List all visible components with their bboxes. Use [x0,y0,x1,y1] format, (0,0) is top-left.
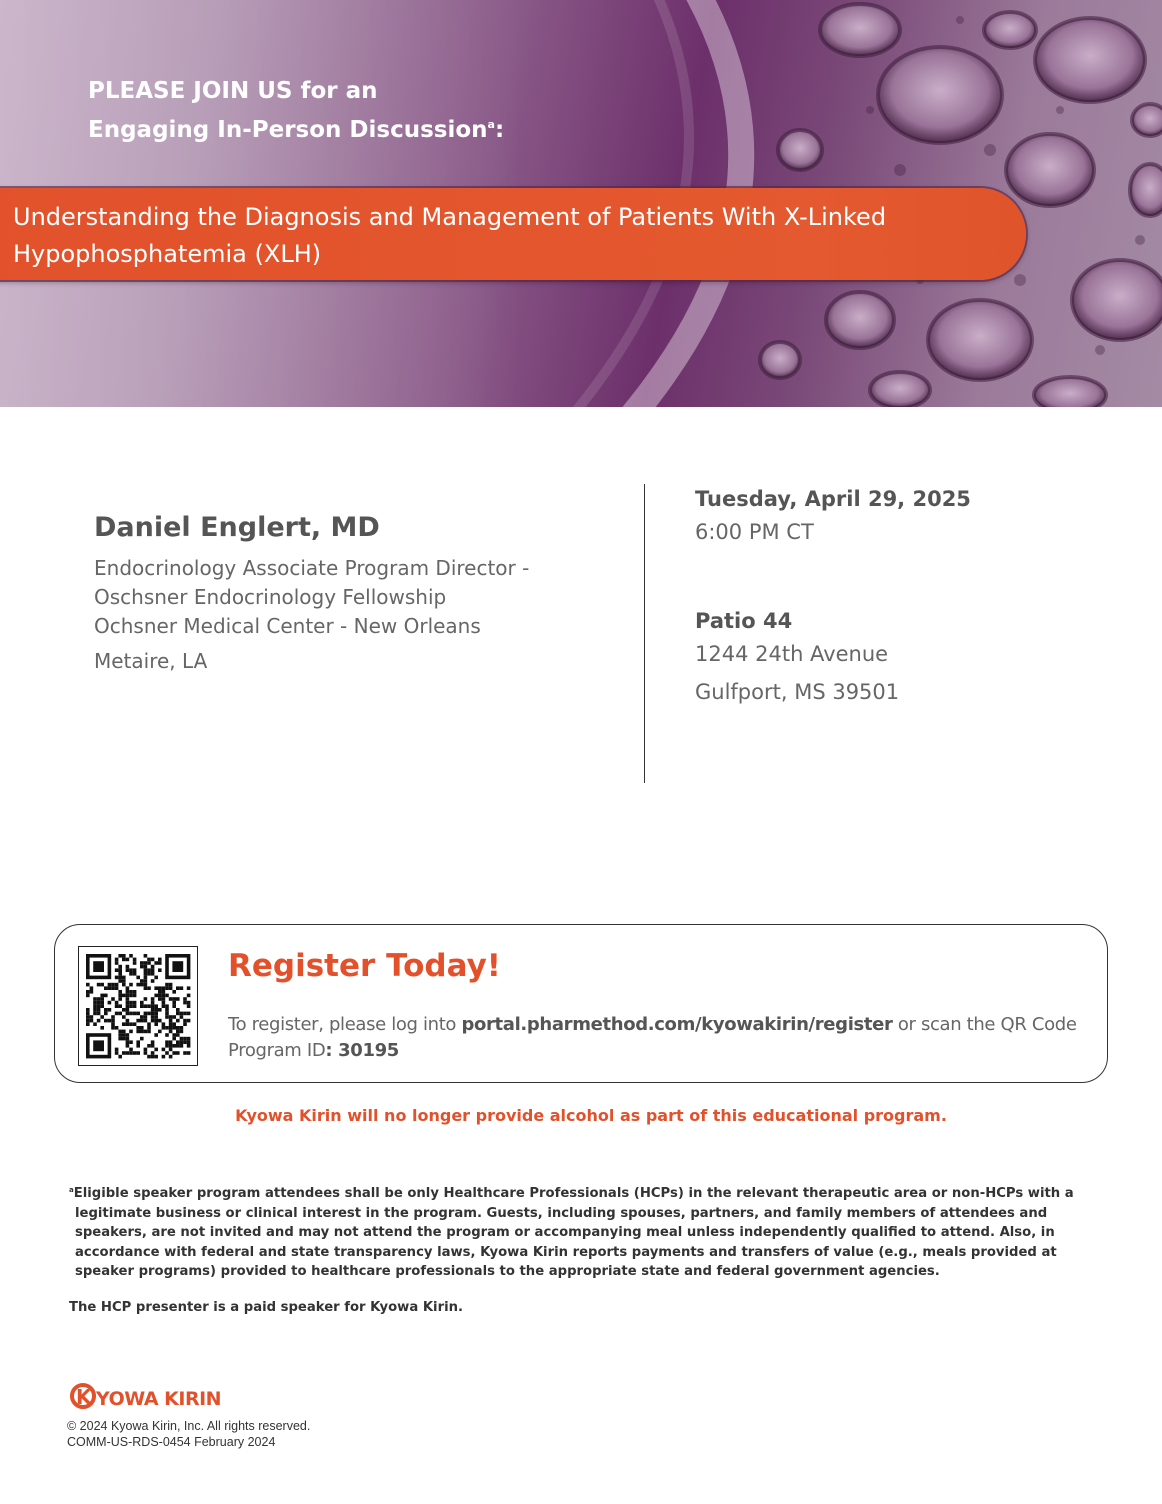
speaker-info [94,508,614,676]
registration-link[interactable]: portal.pharmethod.com/kyowakirin/register [461,1014,893,1035]
event-time: 6:00 PM CT [695,520,814,544]
heading-colon: : [494,117,505,143]
program-id-value: : 30195 [325,1040,399,1061]
speaker-name: Daniel Englert, MD [94,512,380,543]
footnote-marker: a [487,118,495,131]
copyright-block [67,1418,310,1450]
event-date: Tuesday, April 29, 2025 [695,487,971,511]
register-instructions [228,1012,1118,1064]
svg-text:YOWA KIRIN: YOWA KIRIN [96,1388,222,1410]
footnote-text: Eligible speaker program attendees shall be only Healthcare Professionals (HCPs) in the relevant therapeutic area or non-HCPs with a legitimate business or clinical interest in the program. Guests, including spouses, partners, and family members of attendees and speakers, are not invited and may not attend the program or accompanying meal unless independently qualified to attend. Also, in accordance with federal and state transparency laws, Kyowa Kirin reports payments and transfers of value (e.g., meals provided at speaker programs) provided to healthcare professionals to the appropriate state and federal government agencies. [73,1186,1074,1280]
register-text-prefix: To register, please log into [228,1014,462,1035]
register-text-suffix: or scan the QR Code [892,1014,1077,1035]
event-details [695,483,1135,709]
paid-speaker-note: The HCP presenter is a paid speaker for Kyowa Kirin. [69,1300,463,1315]
venue-city: Gulfport, MS 39501 [695,680,900,704]
qr-code[interactable] [78,946,198,1066]
invitation-heading-line1: PLEASE JOIN US for an [88,78,378,104]
speaker-title-line1: Endocrinology Associate Program Director - [94,556,530,580]
eligibility-footnote [69,1181,1075,1282]
copyright-text: © 2024 Kyowa Kirin, Inc. All rights reserved. [67,1419,311,1433]
venue-street: 1244 24th Avenue [695,642,889,666]
hero-banner [0,0,1162,407]
venue-name: Patio 44 [695,609,793,633]
program-title: Understanding the Diagnosis and Management of Patients With X-Linked Hypophosphatemia (XLH) [13,203,887,268]
kyowa-kirin-logo [70,1382,240,1412]
speaker-institution: Ochsner Medical Center - New Orleans [94,614,481,638]
vertical-divider [644,484,645,783]
footnote-marker-a: a [69,1186,74,1194]
register-heading: Register Today! [228,948,501,984]
speaker-title-line2: Oschsner Endocrinology Fellowship [94,585,447,609]
speaker-location: Metaire, LA [94,649,208,673]
alcohol-notice: Kyowa Kirin will no longer provide alcohol as part of this educational program. [235,1106,947,1125]
invitation-heading [88,74,504,147]
qr-code-image [79,947,197,1065]
document-code: COMM-US-RDS-0454 February 2024 [67,1435,276,1449]
svg-text:K: K [76,1385,92,1409]
program-id-label: Program ID [228,1040,326,1061]
invitation-heading-line2: Engaging In-Person Discussion [88,117,488,143]
